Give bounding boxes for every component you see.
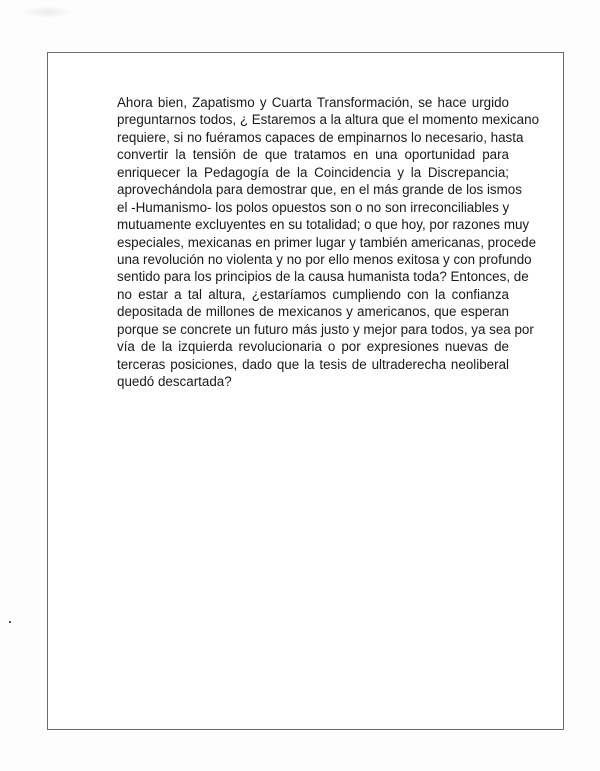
paragraph-line: enriquecer la Pedagogía de la Coincidencia y la Discrepancia; <box>117 164 509 180</box>
paragraph-line: Ahora bien, Zapatismo y Cuarta Transformación, se hace urgido <box>117 95 509 110</box>
staple-mark <box>22 6 72 18</box>
paragraph-line: preguntarnos todos, ¿ Estaremos a la altura que el momento mexicano <box>117 112 540 128</box>
paragraph-line: quedó descartada? <box>117 374 232 389</box>
paragraph-line: no estar a tal altura, ¿estaríamos cumpliendo con la confianza <box>117 286 509 302</box>
paragraph-line: sentido para los principios de la causa humanista toda? Entonces, de <box>117 269 529 285</box>
paragraph-line: una revolución no violenta y no por ello menos exitosa y con profundo <box>117 251 532 267</box>
paragraph-line: requiere, si no fuéramos capaces de empinarnos lo necesario, hasta <box>117 129 524 145</box>
scan-speck <box>9 621 11 623</box>
paragraph-line: el -Humanismo- los polos opuestos son o no son irreconciliables y <box>117 199 510 215</box>
body-paragraph <box>117 94 540 390</box>
paragraph-line: aprovechándola para demostrar que, en el más grande de los ismos <box>117 182 522 198</box>
paragraph-line: especiales, mexicanas en primer lugar y también americanas, procede <box>117 234 537 250</box>
paragraph-line: depositada de millones de mexicanos y americanos, que esperan <box>117 304 509 320</box>
paragraph-line: porque se concrete un futuro más justo y mejor para todos, ya sea por <box>117 321 534 337</box>
paragraph-line: convertir la tensión de que tratamos en una oportunidad para <box>117 147 509 163</box>
paragraph-line: vía de la izquierda revolucionaria o por expresiones nuevas de <box>117 339 509 355</box>
paragraph-line: mutuamente excluyentes en su totalidad; o que hoy, por razones muy <box>117 217 530 233</box>
paragraph-line: terceras posiciones, dado que la tesis de ultraderecha neoliberal <box>117 356 509 372</box>
